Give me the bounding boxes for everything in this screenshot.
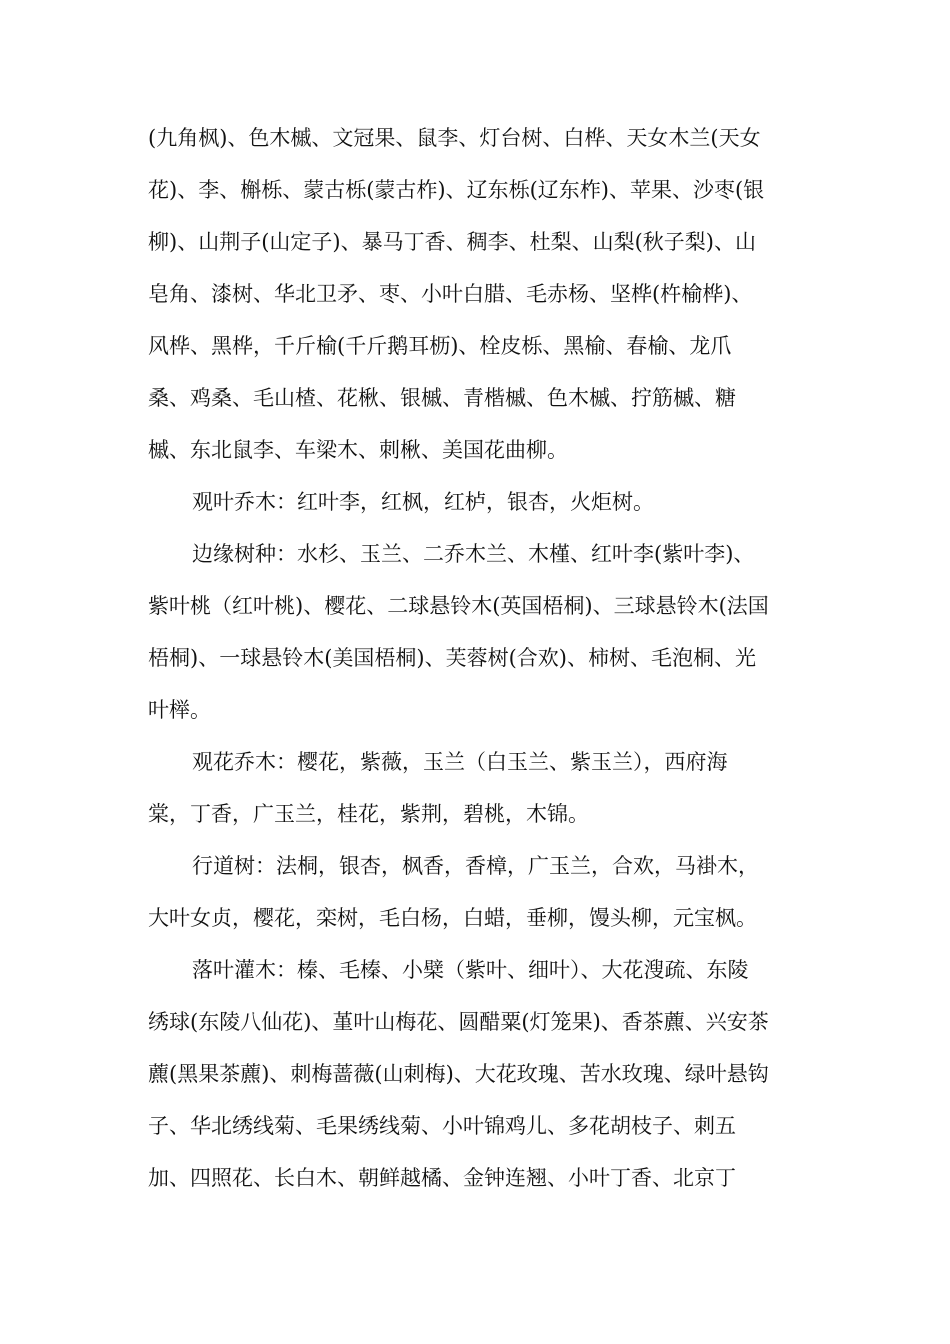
document-body [148, 112, 808, 1204]
paragraph-first-line: 观花乔木：樱花，紫薇，玉兰（白玉兰、紫玉兰），西府海 [192, 750, 728, 774]
text-line: 梧桐)、一球悬铃木(美国梧桐)、芙蓉树(合欢)、柿树、毛泡桐、光 [148, 646, 756, 670]
text-line: 棠，丁香，广玉兰，桂花，紫荆，碧桃，木锦。 [148, 802, 589, 826]
text-line: (九角枫)、色木槭、文冠果、鼠李、灯台树、白桦、天女木兰(天女 [148, 126, 761, 150]
text-line: 风桦、黑桦，千斤榆(千斤鹅耳枥)、栓皮栎、黑榆、春榆、龙爪 [148, 334, 732, 358]
text-line: 槭、东北鼠李、车梁木、刺楸、美国花曲柳。 [148, 438, 568, 462]
text-line: 紫叶桃（红叶桃)、樱花、二球悬铃木(英国梧桐)、三球悬铃木(法国 [148, 594, 769, 618]
text-line: 大叶女贞，樱花，栾树，毛白杨，白蜡，垂柳，馒头柳，元宝枫。 [148, 906, 757, 930]
paragraph-first-line: 行道树：法桐，银杏，枫香，香樟，广玉兰，合欢，马褂木， [192, 854, 759, 878]
text-line: 皂角、漆树、华北卫矛、枣、小叶白腊、毛赤杨、坚桦(杵榆桦)、 [148, 282, 753, 306]
text-line: 叶榉。 [148, 698, 211, 722]
text-line: 桑、鸡桑、毛山楂、花楸、银槭、青楷槭、色木槭、拧筋槭、糖 [148, 386, 736, 410]
text-line: 藨(黑果茶藨)、刺梅蔷薇(山刺梅)、大花玫瑰、苦水玫瑰、绿叶悬钩 [148, 1062, 769, 1086]
text-line: 柳)、山荆子(山定子)、暴马丁香、稠李、杜梨、山梨(秋子梨)、山 [148, 230, 756, 254]
paragraph-first-line: 落叶灌木：榛、毛榛、小檗（紫叶、细叶）、大花溲疏、东陵 [192, 958, 749, 982]
text-line: 绣球(东陵八仙花)、堇叶山梅花、圆醋粟(灯笼果)、香茶藨、兴安茶 [148, 1010, 769, 1034]
paragraph-first-line: 边缘树种：水杉、玉兰、二乔木兰、木槿、红叶李(紫叶李)、 [192, 542, 755, 566]
text-line: 子、华北绣线菊、毛果绣线菊、小叶锦鸡儿、多花胡枝子、刺五 [148, 1114, 736, 1138]
text-line: 花)、李、槲栎、蒙古栎(蒙古柞)、辽东栎(辽东柞)、苹果、沙枣(银 [148, 178, 765, 202]
text-line: 加、四照花、长白木、朝鲜越橘、金钟连翘、小叶丁香、北京丁 [148, 1166, 736, 1190]
paragraph-first-line: 观叶乔木：红叶李，红枫，红栌，银杏，火炬树。 [192, 490, 654, 514]
